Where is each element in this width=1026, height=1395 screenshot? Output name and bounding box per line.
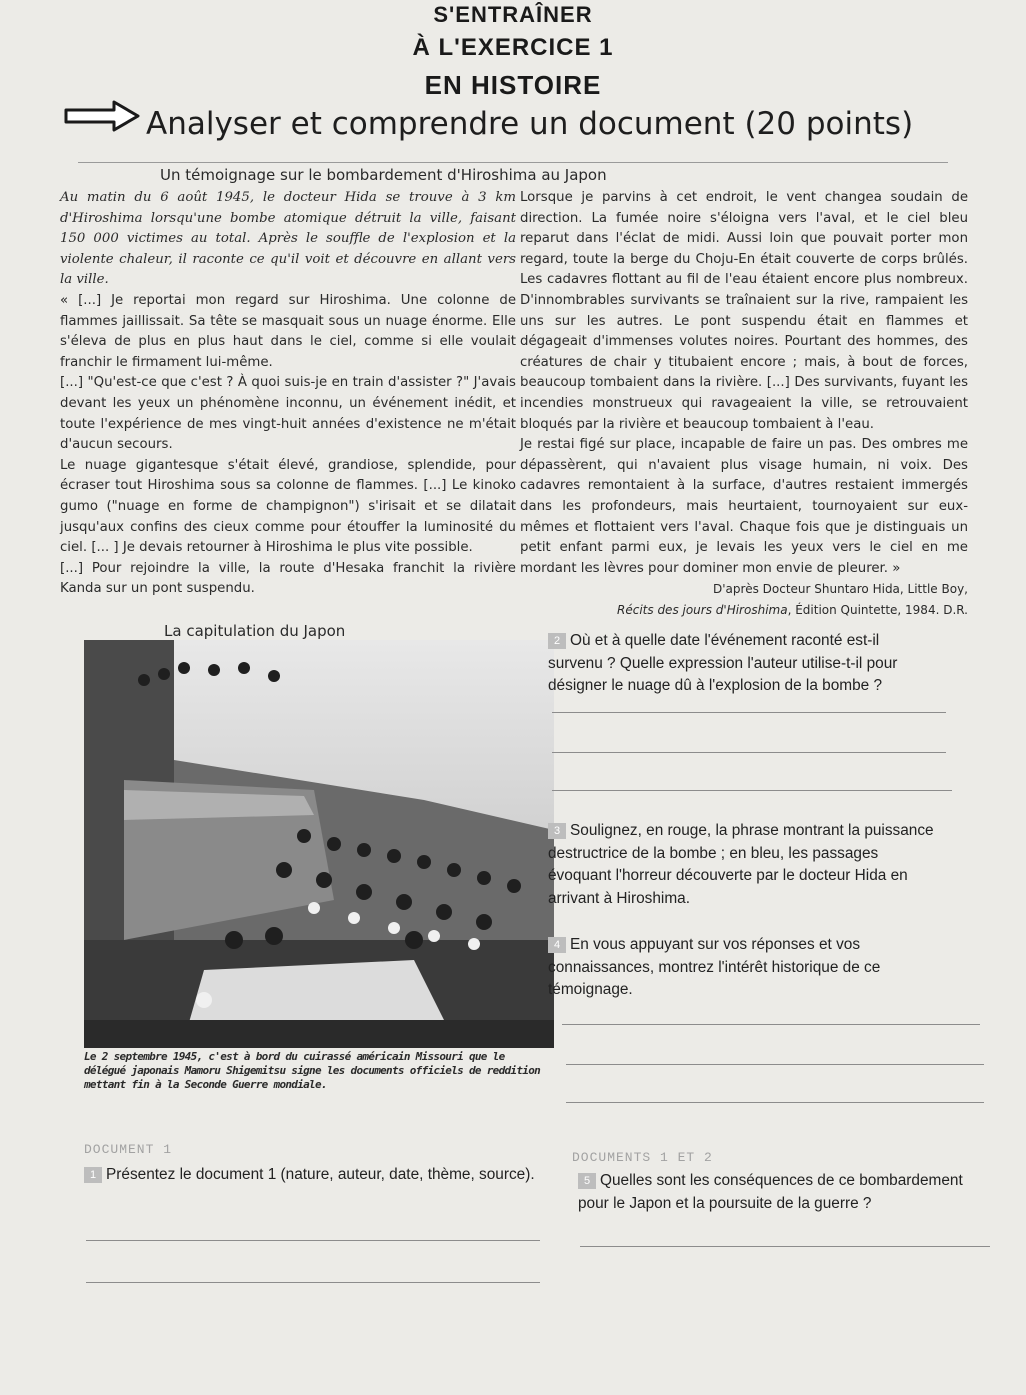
answer-line <box>86 1282 540 1283</box>
source-citation <box>520 579 968 620</box>
header-line-3: EN HISTOIRE <box>424 70 602 100</box>
question-5 <box>578 1170 978 1215</box>
question-text: Quelles sont les conséquences de ce bombardement pour le Japon et la poursuite de la guerre ? <box>578 1172 963 1212</box>
testimony-paragraph-4: [...] Pour rejoindre la ville, la route d'Hesaka franchit la rivière Kanda sur un pont suspendu. <box>60 560 516 597</box>
question-1 <box>84 1164 544 1187</box>
question-text: Soulignez, en rouge, la phrase montrant la puissance destructrice de la bombe ; en bleu, les passages évoquant l'horreur découverte par le docteur Hida en arrivant à Hiroshima. <box>548 822 934 907</box>
question-number: 4 <box>548 937 566 953</box>
testimony-paragraph-3: Le nuage gigantesque s'était élevé, grandiose, splendide, pour écraser tout Hiroshima sous sa colonne de flammes. [...] Le kinoko gumo ("nuage en forme de champignon") s'irisait et se dilatait jusqu'aux confins des cieux comme pour étouffer la luminosité du ciel. [... ] Je devais retourner à Hiroshima le plus vite possible. <box>60 457 516 556</box>
question-text: Présentez le document 1 (nature, auteur, date, thème, source). <box>106 1166 535 1183</box>
answer-line <box>566 1064 984 1065</box>
question-text: En vous appuyant sur vos réponses et vos connaissances, montrez l'intérêt historique de ce témoignage. <box>548 936 881 998</box>
answer-line <box>86 1240 540 1241</box>
capitulation-photo <box>84 640 554 1048</box>
question-number: 1 <box>84 1167 102 1183</box>
answer-line <box>552 752 946 753</box>
source-author: D'après Docteur Shuntaro Hida, Little Boy, <box>713 582 968 597</box>
answer-line <box>562 1024 980 1025</box>
testimony-paragraph-2: [...] "Qu'est-ce que c'est ? À quoi suis-je en train d'assister ?" J'avais devant les yeux un phénomène inconnu, un événement inédit, et toute l'expérience de mes vingt-huit années d'existence ne m'était d'aucun secours. <box>60 375 516 453</box>
main-title: Analyser et comprendre un document (20 points) <box>146 106 914 142</box>
question-number: 5 <box>578 1173 596 1189</box>
source-publisher: , Édition Quintette, 1984. D.R. <box>787 602 968 617</box>
question-text: Où et à quelle date l'événement raconté est-il survenu ? Quelle expression l'auteur utilise-t-il pour désigner le nuage dû à l'explosion de la bombe ? <box>548 632 898 694</box>
testimony-paragraph-6: Je restai figé sur place, incapable de faire un pas. Des ombres me dépassèrent, qui n'avaient plus visage humain, ni voix. Des cadavres remontaient à la surface, d'autres restaient immergés dans les profondeurs, mais heurtaient, tournoyaient sur eux-mêmes et flottaient vers l'aval. Chaque fois que je distinguais un petit enfant parmi eux, je levais les yeux vers le ciel en me mordant les lèvres pour dominer mon envie de pleurer. » <box>520 437 968 576</box>
intro-paragraph: Au matin du 6 août 1945, le docteur Hida se trouve à 3 km d'Hiroshima lorsqu'une bombe atomique détruit la ville, faisant 150 000 victimes au total. Après le souffle de l'explosion et la violente chaleur, il raconte ce qu'il voit et découvre en allant vers la ville. <box>60 190 516 288</box>
answer-line <box>552 712 946 713</box>
header-line-2: À L'EXERCICE 1 <box>412 34 614 61</box>
testimony-paragraph-5: Lorsque je parvins à cet endroit, le vent changea soudain de direction. La fumée noire s'éloigna vers l'aval, et le ciel bleu reparut dans l'éclat de midi. Aussi loin que pouvait porter mon regard, toute la berge du Choju-En était couverte de corps brûlés. Les cadavres flottant au fil de l'eau étaient encore plus nombreux. D'innombrables survivants se traînaient sur la rive, rampaient les uns sur les autres. Le pont suspendu était en flammes et dégageait d'immenses volutes noires. Pourtant des hommes, des créatures de chair y titubaient encore ; mais, à bout de forces, beaucoup tombaient dans la rivière. [...] Des survivants, fuyant les incendies monstrueux qui ravageaient la ville, se retrouvaient bloqués par la rivière et beaucoup tombaient à l'eau. <box>520 190 968 432</box>
source-title: Récits des jours d'Hiroshima <box>617 602 788 617</box>
photo-caption: Le 2 septembre 1945, c'est à bord du cuirassé américain Missouri que le délégué japonais Mamoru Shigemitsu signe les documents officiels de reddition mettant fin à la Seconde Guerre mondiale. <box>84 1050 541 1091</box>
photo-title: La capitulation du Japon <box>164 622 346 640</box>
header-line-1: S'ENTRAÎNER <box>433 2 593 27</box>
testimony-paragraph-1: « [...] Je reportai mon regard sur Hiroshima. Une colonne de flammes jaillissait. Sa tête se masquait sous un nuage énorme. Elle s'éleva de plus en plus haut dans le ciel, comme si elle voulait franchir le firmament lui-même. <box>60 292 516 370</box>
question-number: 2 <box>548 633 566 649</box>
question-number: 3 <box>548 823 566 839</box>
text-column-right <box>520 188 968 620</box>
arrow-right-icon <box>64 98 142 134</box>
documents-1-2-label: DOCUMENTS 1 ET 2 <box>572 1150 713 1165</box>
divider <box>78 162 948 163</box>
answer-line <box>566 1102 984 1103</box>
text-column-left <box>60 188 516 600</box>
answer-line <box>552 790 952 791</box>
question-4 <box>548 934 958 1002</box>
question-2 <box>548 630 938 698</box>
document-1-label: DOCUMENT 1 <box>84 1142 173 1157</box>
question-3 <box>548 820 938 910</box>
answer-line <box>580 1246 990 1247</box>
document-title: Un témoignage sur le bombardement d'Hiroshima au Japon <box>160 166 607 184</box>
